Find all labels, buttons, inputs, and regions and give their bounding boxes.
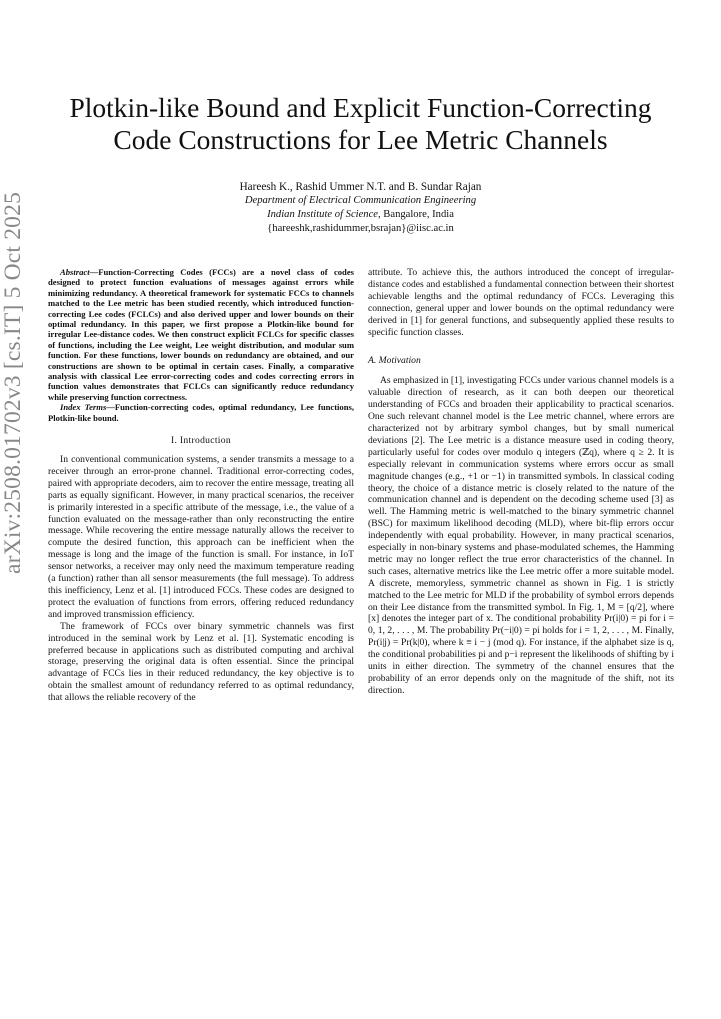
- abstract-text: —Function-Correcting Codes (FCCs) are a novel class of codes designed to protect function evaluations of messages against errors while minimizing redundancy. A theoretical framework for systematic FCCs to channels matched to the Lee metric has been studied recently, which introduced function-correcting Lee codes (FCLCs) and also derived upper and lower bounds on their optimal redundancy. In this paper, we first propose a Plotkin-like bound for irregular Lee-distance codes. We then construct explicit FCLCs for specific classes of functions, including the Lee weight, Lee weight distribution, and modular sum function. For these functions, lower bounds on redundancy are obtained, and our constructions are shown to be optimal in certain cases. Finally, a comparative analysis with classical Lee error-correcting codes and codes correcting errors in function values demonstrates that FCLCs can significantly reduce redundancy while preserving function correctness.: [48, 267, 354, 402]
- author-block: [60, 180, 661, 236]
- abstract-label: Abstract: [60, 267, 90, 277]
- intro-paragraph-1: In conventional communication systems, a sender transmits a message to a receiver through an error-prone channel. Traditional error-correcting codes, paired with appropriate decoders, aim to recover the entire message, treating all parts as equally significant. However, in many practical scenarios, the receiver is primarily interested in a specific attribute of the message, i.e., the value of a function evaluated on the message-rather than only reconstructing the entire message. While recovering the entire message naturally allows the receiver to compute the desired function, this approach can be inefficient when the message is long and the image of the function is small. For instance, in IoT sensor networks, a receiver may only need the maximum temperature reading (a function) rather than all sensor measurements (the full message). To address this inefficiency, Lenz et al. [1] introduced FCCs. These codes are designed to protect the evaluation of functions from errors, offering reduced redundancy and improved transmission efficiency.: [48, 454, 354, 620]
- motivation-paragraph: As emphasized in [1], investigating FCCs under various channel models is a valuable direction of research, as it can both deepen our theoretical understanding of FCCs and broaden their applicability to practical scenarios. One such relevant channel model is the Lee metric channel, where errors are characterized not by arbitrary symbol changes, but by small numerical deviations [2]. The Lee metric is a distance measure used in coding theory, particularly useful for codes over modulo q integers (ℤq), where q ≥ 2. It is especially relevant in communication systems where errors occur as small magnitude changes (e.g., +1 or −1) in transmitted symbols. In classical coding theory, the choice of a distance metric is closely related to the nature of the communication channel and is dependent on the decoding scheme used [3] as well. The Hamming metric is well-matched to the binary symmetric channel (BSC) for maximum likelihood decoding (MLD), where bit-flip errors occur independently with equal probability. However, in many practical scenarios, especially in non-binary systems and phase-modulated schemes, the Hamming metric may no longer reflect the true error characteristics of the channel. In such cases, alternative metrics like the Lee metric offer a more suitable model. A discrete, memoryless, symmetric channel as shown in Fig. 1 is strictly matched to the Lee metric for MLD if the probability of symbol errors depends on their Lee distance from the transmitted symbol. In Fig. 1, M = [q/2], where [x] denotes the integer part of x. The conditional probability Pr(i|0) = pi for i = 0, 1, 2, . . . , M. The probability Pr(−i|0) = pi holds for i = 1, 2, . . . , M. Finally, Pr(i|j) = Pr(k|0), where k ≡ i − j (mod q). For instance, if the alphabet size is q, the conditional probabilities pi and p−i represent the likelihoods of shifting by i units in either direction. The symmetry of the channel ensures that the probability of an error depends only on the magnitude of the shift, not its direction.: [368, 375, 674, 696]
- section-heading-introduction: I. Introduction: [171, 435, 231, 447]
- right-paragraph-1: attribute. To achieve this, the authors introduced the concept of irregular-distance codes and established a fundamental connection between their shortest achievable lengths and the optimal redundancy of FCCs. Leveraging this connection, general upper and lower bounds on the optimal redundancy were derived in [1] for general functions, and subsequently applied these results to specific function classes.: [368, 267, 674, 338]
- institution-location: Bangalore, India: [380, 209, 454, 220]
- paper-title: [30, 92, 691, 156]
- index-terms-label: Index Terms: [60, 402, 107, 413]
- title-line-1: Plotkin-like Bound and Explicit Function-Correcting: [69, 92, 652, 123]
- abstract: [48, 267, 354, 402]
- author-names: Hareesh K., Rashid Ummer N.T. and B. Sundar Rajan: [239, 181, 482, 193]
- institution-name: Indian Institute of Science,: [267, 209, 381, 220]
- author-email: {hareeshk,rashidummer,bsrajan}@iisc.ac.in: [267, 223, 454, 234]
- index-terms: [48, 402, 354, 423]
- author-affiliation: [60, 208, 661, 222]
- right-column: [368, 267, 674, 697]
- index-terms-text: —Function-correcting codes, optimal redundancy, Lee functions, Plotkin-like bound.: [48, 402, 355, 423]
- arxiv-identifier: arXiv:2508.01702v3 [cs.IT] 5 Oct 2025: [0, 191, 26, 574]
- left-column: [48, 267, 354, 704]
- intro-paragraph-2: The framework of FCCs over binary symmetric channels was first introduced in the seminal work by Lenz et al. [1]. Systematic encoding is preferred because in applications such as distributed computing and archival storage, preserving the original data is often essential. Since the principal advantage of FCCs lies in their reduced redundancy, the key objective is to obtain the smallest amount of redundancy referred to as optimal redundancy, that allows the reliable recovery of the: [48, 620, 354, 704]
- subsection-heading-motivation: A. Motivation: [368, 355, 421, 367]
- author-department: Department of Electrical Communication Engineering: [244, 195, 477, 206]
- title-line-2: Code Constructions for Lee Metric Channels: [113, 124, 608, 155]
